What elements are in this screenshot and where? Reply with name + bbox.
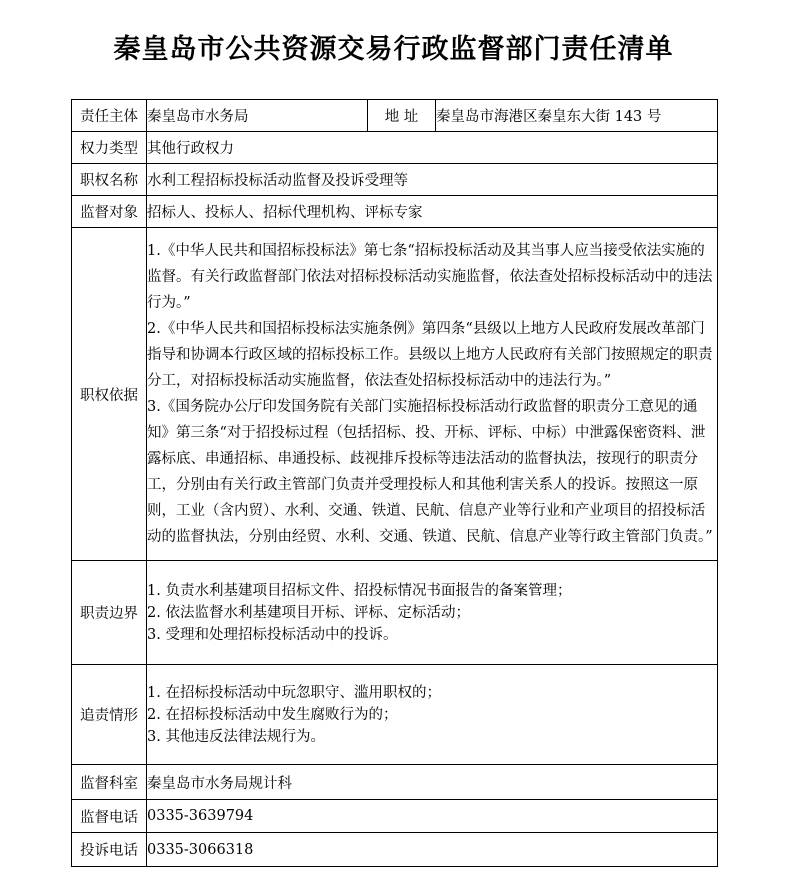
row-supervision-phone bbox=[72, 800, 718, 833]
responsibility-boundary-content bbox=[147, 561, 718, 665]
complaint-phone-label: 投诉电话 bbox=[72, 833, 147, 867]
supervision-object-label: 监督对象 bbox=[72, 196, 147, 228]
row-supervision-object bbox=[72, 196, 718, 228]
complaint-phone-value: 0335-3066318 bbox=[147, 833, 718, 867]
legal-basis-item: 3.《国务院办公厅印发国务院有关部门实施招标投标活动行政监督的职责分工意见的通知》第三条“对于招投标过程（包括招标、投、开标、评标、中标）中泄露保密资料、泄露标底、串通招标、串通投标、歧视排斥投标等违法活动的监督执法，按现行的职责分工，分别由有关行政主管部门负责并受理投标人和其他利害关系人的投诉。按照这一原则，工业（含内贸）、水利、交通、铁道、民航、信息产业等行业和产业项目的招投标活动的监督执法，分别由经贸、水利、交通、铁道、民航、信息产业等行政主管部门负责。” bbox=[147, 399, 713, 545]
address-value: 秦皇岛市海港区秦皇东大街 143 号 bbox=[436, 100, 718, 132]
supervision-dept-value: 秦皇岛市水务局规计科 bbox=[147, 765, 718, 800]
legal-basis-content bbox=[147, 228, 718, 561]
boundary-item: 3. 受理和处理招标投标活动中的投诉。 bbox=[147, 626, 398, 643]
row-complaint-phone bbox=[72, 833, 718, 867]
legal-basis-label: 职权依据 bbox=[72, 228, 147, 561]
row-responsibility-boundary bbox=[72, 561, 718, 665]
row-supervision-dept bbox=[72, 765, 718, 800]
row-responsible-subject bbox=[72, 100, 718, 132]
row-accountability bbox=[72, 665, 718, 765]
power-name-value: 水利工程招标投标活动监督及投诉受理等 bbox=[147, 164, 718, 196]
supervision-dept-label: 监督科室 bbox=[72, 765, 147, 800]
supervision-phone-label: 监督电话 bbox=[72, 800, 147, 833]
supervision-phone-value: 0335-3639794 bbox=[147, 800, 718, 833]
accountability-label: 追责情形 bbox=[72, 665, 147, 765]
responsibility-table bbox=[71, 99, 718, 867]
legal-basis-item: 2.《中华人民共和国招标投标法实施条例》第四条“县级以上地方人民政府发展改革部门指导和协调本行政区域的招标投标工作。县级以上地方人民政府有关部门按照规定的职责分工，对招标投标活动实施监督，依法查处招标投标活动中的违法行为。” bbox=[147, 321, 713, 389]
boundary-item: 2. 依法监督水利基建项目开标、评标、定标活动； bbox=[147, 604, 470, 621]
row-power-type bbox=[72, 132, 718, 164]
legal-basis-item: 1.《中华人民共和国招标投标法》第七条“招标投标活动及其当事人应当接受依法实施的监督。有关行政监督部门依法对招标投标活动实施监督，依法查处招标投标活动中的违法行为。” bbox=[147, 243, 713, 311]
accountability-item: 1. 在招标投标活动中玩忽职守、滥用职权的； bbox=[147, 684, 441, 701]
row-power-name bbox=[72, 164, 718, 196]
accountability-item: 2. 在招标投标活动中发生腐败行为的； bbox=[147, 706, 398, 723]
address-label: 地 址 bbox=[368, 100, 436, 132]
page-title: 秦皇岛市公共资源交易行政监督部门责任清单 bbox=[113, 34, 674, 65]
supervision-object-value: 招标人、投标人、招标代理机构、评标专家 bbox=[147, 196, 718, 228]
power-type-value: 其他行政权力 bbox=[147, 132, 718, 164]
accountability-content bbox=[147, 665, 718, 765]
responsible-subject-value: 秦皇岛市水务局 bbox=[147, 100, 368, 132]
power-type-label: 权力类型 bbox=[72, 132, 147, 164]
power-name-label: 职权名称 bbox=[72, 164, 147, 196]
row-legal-basis bbox=[72, 228, 718, 561]
accountability-item: 3. 其他违反法律法规行为。 bbox=[147, 728, 325, 745]
responsible-subject-label: 责任主体 bbox=[72, 100, 147, 132]
responsibility-boundary-label: 职责边界 bbox=[72, 561, 147, 665]
boundary-item: 1. 负责水利基建项目招标文件、招投标情况书面报告的备案管理； bbox=[147, 582, 572, 599]
